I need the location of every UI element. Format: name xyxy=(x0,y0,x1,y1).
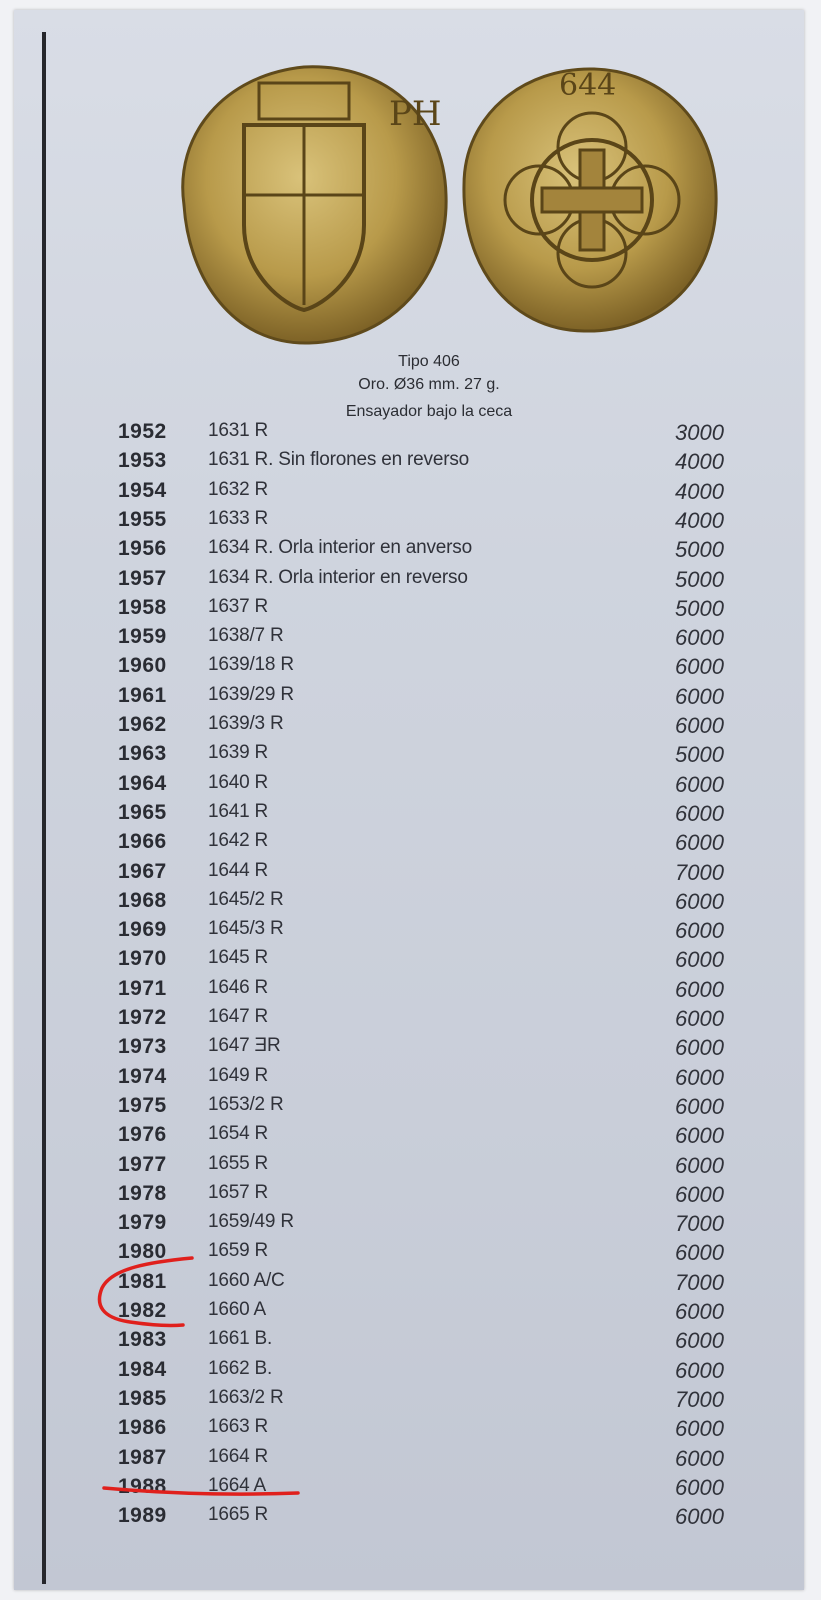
coin-price: 6000 xyxy=(675,976,724,1002)
table-row xyxy=(14,1006,804,1034)
coin-description: 1632 R xyxy=(208,478,269,500)
table-row xyxy=(14,713,804,741)
coin-description: 1660 A/C xyxy=(208,1269,285,1291)
caption-type: Tipo 406 xyxy=(398,353,460,370)
coin-price: 6000 xyxy=(675,1504,724,1530)
table-row xyxy=(14,1035,804,1063)
coin-description: 1639 R xyxy=(208,742,269,764)
coin-description: 1644 R xyxy=(208,859,269,881)
coin-price: 6000 xyxy=(675,1093,724,1119)
coin-description: 1641 R xyxy=(208,800,269,822)
coin-price: 6000 xyxy=(675,625,724,651)
table-row xyxy=(14,1328,804,1356)
coin-obverse-shield-icon xyxy=(183,67,446,343)
catalog-number: 1970 xyxy=(118,947,167,971)
coin-price: 4000 xyxy=(675,449,724,475)
coin-description: 1631 R xyxy=(208,420,269,441)
catalog-number: 1974 xyxy=(118,1064,167,1088)
catalog-number: 1982 xyxy=(118,1299,167,1322)
table-row xyxy=(14,596,804,624)
catalog-number: 1980 xyxy=(118,1240,167,1264)
coin-description: 1645 R xyxy=(208,947,269,969)
coin-price: 6000 xyxy=(675,654,724,680)
coin-price: 6000 xyxy=(675,1035,724,1061)
catalog-number: 1987 xyxy=(118,1445,167,1469)
table-row xyxy=(14,449,804,477)
coin-description: 1640 R xyxy=(208,771,269,793)
coin-description: 1634 R. Orla interior en anverso xyxy=(208,537,472,559)
coin-description: 1642 R xyxy=(208,830,269,852)
catalog-number: 1959 xyxy=(118,625,167,649)
coin-price: 6000 xyxy=(675,1474,724,1500)
catalog-number: 1957 xyxy=(118,566,167,590)
table-row xyxy=(14,1270,804,1298)
coin-price: 6000 xyxy=(675,1181,724,1207)
coin-price: 6000 xyxy=(675,800,724,826)
coin-price: 6000 xyxy=(675,713,724,738)
coin-price: 4000 xyxy=(675,507,724,533)
table-row xyxy=(14,830,804,858)
coin-price: 6000 xyxy=(675,888,724,914)
catalog-number: 1971 xyxy=(118,976,167,1000)
catalog-number: 1968 xyxy=(118,888,167,912)
coin-description: 1661 B. xyxy=(208,1328,273,1350)
coin-description: 1634 R. Orla interior en reverso xyxy=(208,566,468,588)
coin-description: 1664 A xyxy=(208,1474,266,1496)
table-row xyxy=(14,1416,804,1444)
coin-price: 6000 xyxy=(675,1152,724,1178)
coin-description: 1649 R xyxy=(208,1064,269,1086)
table-row xyxy=(14,947,804,975)
coin-price: 6000 xyxy=(675,1299,724,1324)
coin-price: 6000 xyxy=(675,830,724,856)
coin-price: 5000 xyxy=(675,537,724,563)
catalog-number: 1976 xyxy=(118,1123,167,1147)
table-row xyxy=(14,1182,804,1210)
svg-text:644: 644 xyxy=(559,68,617,103)
catalog-number: 1962 xyxy=(118,713,167,736)
catalog-number: 1952 xyxy=(118,420,167,443)
coin-description: 1654 R xyxy=(208,1123,269,1145)
table-row xyxy=(14,654,804,682)
coin-description: 1664 R xyxy=(208,1445,269,1467)
catalog-number: 1960 xyxy=(118,654,167,678)
catalog-number: 1981 xyxy=(118,1269,167,1293)
coin-description: 1653/2 R xyxy=(208,1093,284,1115)
coin-price: 6000 xyxy=(675,683,724,709)
table-row xyxy=(14,1446,804,1474)
table-row xyxy=(14,1153,804,1181)
catalog-number: 1956 xyxy=(118,537,167,561)
coin-price: 6000 xyxy=(675,947,724,973)
catalog-number: 1989 xyxy=(118,1504,167,1528)
table-row xyxy=(14,1358,804,1386)
coin-price: 6000 xyxy=(675,1123,724,1149)
table-row xyxy=(14,1504,804,1532)
coin-price: 6000 xyxy=(675,1064,724,1090)
coin-reverse-cross-icon xyxy=(464,68,716,331)
coin-description: 1645/2 R xyxy=(208,888,284,910)
coin-price: 6000 xyxy=(675,1445,724,1471)
catalog-number: 1977 xyxy=(118,1152,167,1176)
coin-price: 5000 xyxy=(675,742,724,768)
table-row xyxy=(14,1240,804,1268)
table-row xyxy=(14,742,804,770)
table-row xyxy=(14,537,804,565)
catalog-number: 1985 xyxy=(118,1386,167,1410)
coin-price: 6000 xyxy=(675,1328,724,1354)
coin-price: 6000 xyxy=(675,1240,724,1266)
table-row xyxy=(14,479,804,507)
catalog-number: 1986 xyxy=(118,1416,167,1440)
coin-description: 1665 R xyxy=(208,1504,269,1526)
catalog-number: 1972 xyxy=(118,1006,167,1029)
coin-price: 6000 xyxy=(675,771,724,797)
table-row xyxy=(14,684,804,712)
catalog-number: 1984 xyxy=(118,1357,167,1381)
coin-description: 1647 R xyxy=(208,1006,269,1027)
coin-description: 1655 R xyxy=(208,1152,269,1174)
coin-price: 7000 xyxy=(675,1386,724,1412)
coin-price: 7000 xyxy=(675,859,724,885)
table-row xyxy=(14,918,804,946)
coin-description: 1639/3 R xyxy=(208,713,284,734)
coin-description: 1646 R xyxy=(208,976,269,998)
coin-price: 6000 xyxy=(675,1357,724,1383)
coin-description: 1663/2 R xyxy=(208,1386,284,1408)
coin-description: 1645/3 R xyxy=(208,918,284,940)
coin-price: 6000 xyxy=(675,1006,724,1031)
coin-description: 1659 R xyxy=(208,1240,269,1262)
catalog-number: 1967 xyxy=(118,859,167,883)
catalog-page xyxy=(14,10,804,1590)
table-row xyxy=(14,567,804,595)
coin-description: 1647 ƎR xyxy=(208,1035,281,1057)
coin-description: 1639/18 R xyxy=(208,654,294,676)
coin-description: 1637 R xyxy=(208,595,269,617)
catalog-number: 1965 xyxy=(118,800,167,824)
catalog-number: 1954 xyxy=(118,478,167,502)
table-row xyxy=(14,801,804,829)
table-row xyxy=(14,1123,804,1151)
coin-description: 1638/7 R xyxy=(208,625,284,647)
table-row xyxy=(14,1475,804,1503)
coin-price: 7000 xyxy=(675,1211,724,1237)
catalog-number: 1973 xyxy=(118,1035,167,1059)
coin-price: 5000 xyxy=(675,566,724,592)
coin-price: 7000 xyxy=(675,1269,724,1295)
coin-description: 1662 B. xyxy=(208,1357,273,1379)
coin-description: 1657 R xyxy=(208,1181,269,1203)
coin-description: 1660 A xyxy=(208,1299,266,1320)
catalog-number: 1978 xyxy=(118,1181,167,1205)
table-row xyxy=(14,1094,804,1122)
catalog-number: 1961 xyxy=(118,683,167,707)
coin-price: 6000 xyxy=(675,1416,724,1442)
caption-note: Ensayador bajo la ceca xyxy=(345,403,513,420)
catalog-number: 1983 xyxy=(118,1328,167,1352)
svg-text:PH: PH xyxy=(389,94,442,134)
catalog-number: 1988 xyxy=(118,1474,167,1498)
coin-description: 1631 R. Sin florones en reverso xyxy=(208,449,470,471)
table-row xyxy=(14,420,804,448)
coin-price: 6000 xyxy=(675,918,724,944)
table-row xyxy=(14,1387,804,1415)
coin-price: 3000 xyxy=(675,420,724,445)
coin-description: 1659/49 R xyxy=(208,1211,294,1233)
catalog-number: 1958 xyxy=(118,595,167,619)
catalog-number: 1964 xyxy=(118,771,167,795)
table-row xyxy=(14,625,804,653)
coin-description: 1633 R xyxy=(208,507,269,529)
coin-description: 1639/29 R xyxy=(208,683,294,705)
table-row xyxy=(14,772,804,800)
table-row xyxy=(14,1065,804,1093)
catalog-number: 1975 xyxy=(118,1093,167,1117)
table-row xyxy=(14,860,804,888)
table-row xyxy=(14,977,804,1005)
coin-images xyxy=(164,55,724,355)
catalog-number: 1953 xyxy=(118,449,167,473)
table-row xyxy=(14,889,804,917)
caption-specs: Oro. Ø36 mm. 27 g. xyxy=(358,376,500,393)
table-row xyxy=(14,508,804,536)
catalog-number: 1955 xyxy=(118,507,167,531)
table-row xyxy=(14,1299,804,1327)
catalog-number: 1966 xyxy=(118,830,167,854)
catalog-number: 1979 xyxy=(118,1211,167,1235)
coin-price: 5000 xyxy=(675,595,724,621)
catalog-number: 1969 xyxy=(118,918,167,942)
table-row xyxy=(14,1211,804,1239)
catalog-number: 1963 xyxy=(118,742,167,766)
coin-description: 1663 R xyxy=(208,1416,269,1438)
coin-price: 4000 xyxy=(675,478,724,504)
